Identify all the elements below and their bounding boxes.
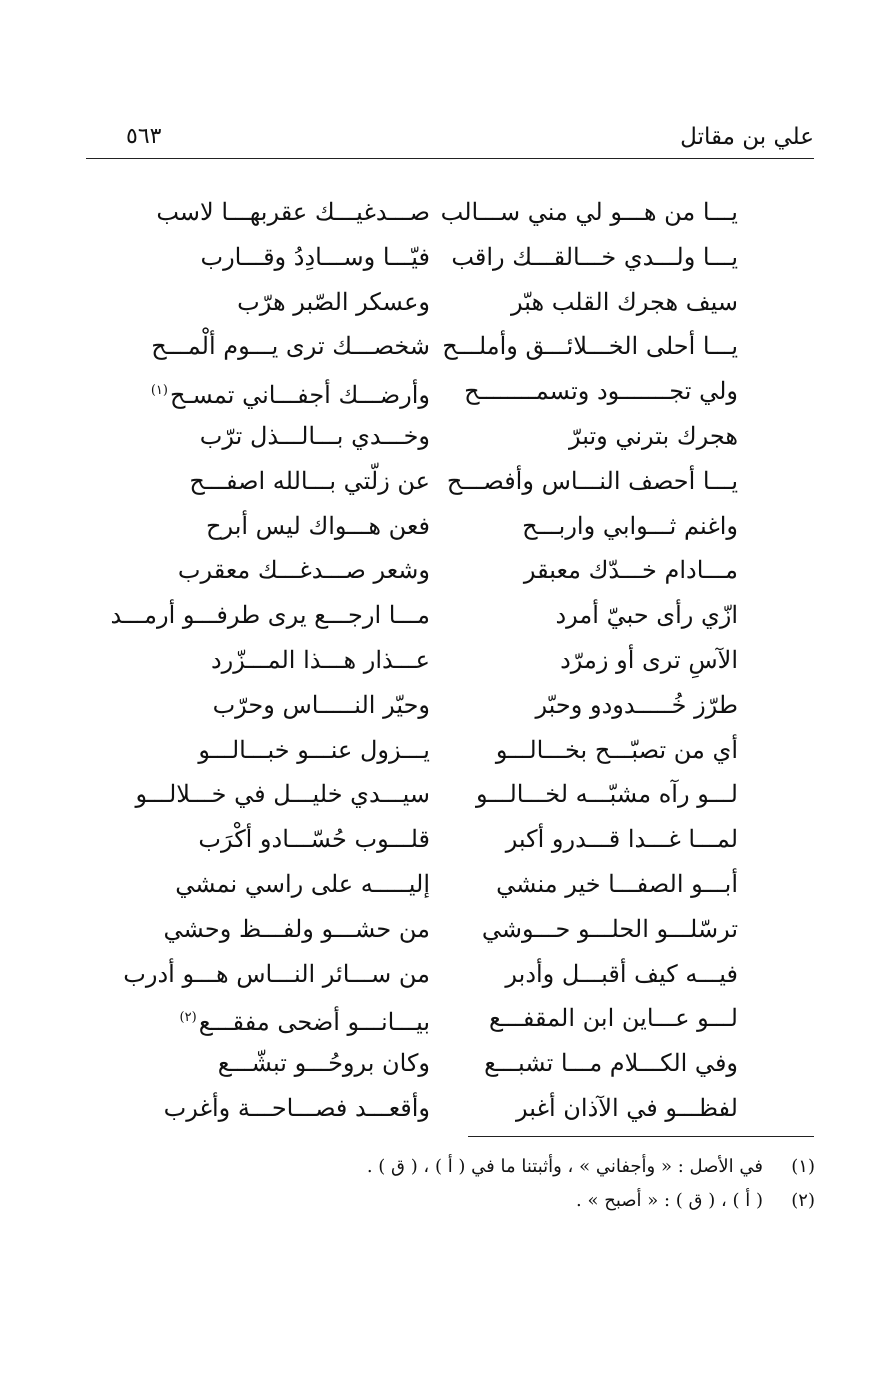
hemistich-text: فعن هـــواك ليس أبرح [205,511,430,540]
footnote-number: (١) [791,1156,815,1177]
hemistich-text: صـــدغيـــك عقربهـــا لاسب [156,198,430,226]
verse-line [150,728,750,772]
verse-second-hemistich [160,548,430,592]
verse-first-hemistich: هجرك بترني وتبرّ [568,422,738,450]
verse-first-hemistich: لـــو رآه مشبّـــه لخـــالـــو [475,780,738,809]
verse-line [150,817,750,861]
verse-second-hemistich [160,862,430,906]
verse-line [150,1086,750,1130]
verse-first-hemistich: لفظـــو في الآذان أغبر [515,1094,738,1122]
verse-second-hemistich [160,1086,430,1130]
hemistich-text: عن زلّتي بـــالله اصفـــح [189,466,430,495]
verse-first-hemistich: ترسّلـــو الحلـــو حـــوشي [481,914,738,943]
verse-second-hemistich [110,593,430,637]
verse-line [150,414,750,458]
footnote [360,1150,815,1184]
verse-line [150,683,750,727]
footnote-divider [468,1136,814,1137]
hemistich-text: من حشـــو ولفـــظ وحشي [163,914,430,943]
hemistich-text: شخصـــك ترى يـــوم ألْمـــح [151,332,430,361]
hemistich-text: سيـــدي خليـــل في خـــلالـــو [135,780,430,809]
hemistich-text: عـــذار هـــذا المـــزّرد [210,646,430,674]
hemistich-text: وكان بروحُـــو تبشّـــع [217,1049,430,1078]
hemistich-text: وشعر صـــدغـــك معقرب [177,556,430,585]
verse-second-hemistich [160,459,430,503]
footnote-text: ( أ ) ، ( ق ) : « أصبح » . [576,1190,763,1211]
verse-first-hemistich: أي من تصبّـــح بخـــالـــو [495,735,738,764]
verse-first-hemistich: سيف هجرك القلب هبّر [510,287,738,316]
verse-line [150,235,750,279]
verse-first-hemistich: فيـــه كيف أقبـــل وأدبر [505,959,738,988]
hemistich-text: وأرضـــك أجفـــاني تمسـح [169,381,430,410]
verse-second-hemistich [160,280,430,324]
verse-first-hemistich: ازّي رأى حبيّ أمرد [555,601,738,630]
verse-second-hemistich [151,324,430,368]
verse-second-hemistich [135,772,430,816]
verse-second-hemistich [160,638,430,682]
book-title: علي بن مقاتل [680,124,814,150]
verse-first-hemistich: يـــا أحلى الخـــلائـــق وأملـــح [442,332,738,361]
verse-first-hemistich: يـــا ولـــدي خـــالقـــك راقب [451,242,738,271]
hemistich-text: وخـــدي بـــالـــذل ترّب [199,422,430,450]
verse-first-hemistich: يـــا من هـــو لي مني ســـالب [440,198,738,226]
verse-second-hemistich [160,817,430,861]
verse-line [150,324,750,368]
footnote [360,1184,815,1218]
hemistich-text: قلـــوب حُسّـــادو أكْرَب [198,825,430,854]
verse-first-hemistich: أبـــو الصفـــا خير منشي [496,870,738,898]
footnote-number: (٢) [791,1190,815,1211]
verse-line [150,280,750,324]
verse-line [150,548,750,592]
verse-line [123,952,750,996]
footnote-reference: (١) [150,383,168,399]
verse-line [150,996,750,1040]
footnote-reference: (٢) [179,1010,197,1026]
verse-second-hemistich [160,996,430,1040]
hemistich-text: بيـــانـــو أضحى مفقـــع [198,1008,430,1037]
verse-first-hemistich: يـــا أحصف النـــاس وأفصـــح [446,466,738,495]
verse-second-hemistich [160,728,430,772]
verse-first-hemistich: طرّز خُـــــدودو وحبّر [535,690,738,719]
verse-line [150,190,750,234]
verse-second-hemistich [156,190,430,234]
poem-body [110,190,750,1122]
hemistich-text: وحيّر النـــــاس وحرّب [212,690,430,719]
verse-line [150,638,750,682]
running-header [86,116,814,159]
hemistich-text: مـــا ارجـــع يرى طرفـــو أرمـــد [110,601,430,630]
verse-second-hemistich [160,683,430,727]
verse-first-hemistich: وفي الكـــلام مـــا تشبـــع [484,1049,738,1078]
verse-line [150,1041,750,1085]
verse-line [135,772,750,816]
hemistich-text: وأقعـــد فصـــاحـــة وأغرب [163,1094,430,1122]
verse-second-hemistich [123,952,430,996]
hemistich-text: فيّـــا وســـادِدُ وقـــارب [200,242,430,271]
verse-line [150,369,750,413]
hemistich-text: من ســـائر النـــاس هـــو أدرب [123,959,430,988]
verse-second-hemistich [160,504,430,548]
footnotes [360,1150,815,1218]
verse-first-hemistich: مـــادام خـــدّك معبقر [523,556,738,585]
hemistich-text: وعسكر الصّبر هرّب [237,287,430,316]
verse-second-hemistich [160,414,430,458]
verse-first-hemistich: الآسِ ترى أو زمرّد [560,646,738,674]
verse-line [150,459,750,503]
verse-line [150,862,750,906]
page-number: ٥٦٣ [126,124,162,149]
hemistich-text: يـــزول عنـــو خبـــالـــو [198,735,430,764]
footnote-text: في الأصل : « وأجفاني » ، وأثبتنا ما في ( أ ) ، ( ق ) . [366,1156,763,1177]
verse-second-hemistich [160,235,430,279]
verse-line [110,593,750,637]
verse-first-hemistich: ولي تجـــــــود وتسمــــــــح [464,377,738,406]
hemistich-text: إليـــــه على راسي نمشي [175,870,430,898]
verse-second-hemistich [160,1041,430,1085]
verse-second-hemistich [150,369,430,413]
verse-first-hemistich: لـــو عـــاين ابن المقفـــع [489,1004,738,1033]
verse-line [150,504,750,548]
verse-line [150,907,750,951]
verse-first-hemistich: واغنم ثـــوابي واربـــح [522,511,738,540]
verse-first-hemistich: لمـــا غـــدا قـــدرو أكبر [505,825,738,854]
verse-second-hemistich [160,907,430,951]
